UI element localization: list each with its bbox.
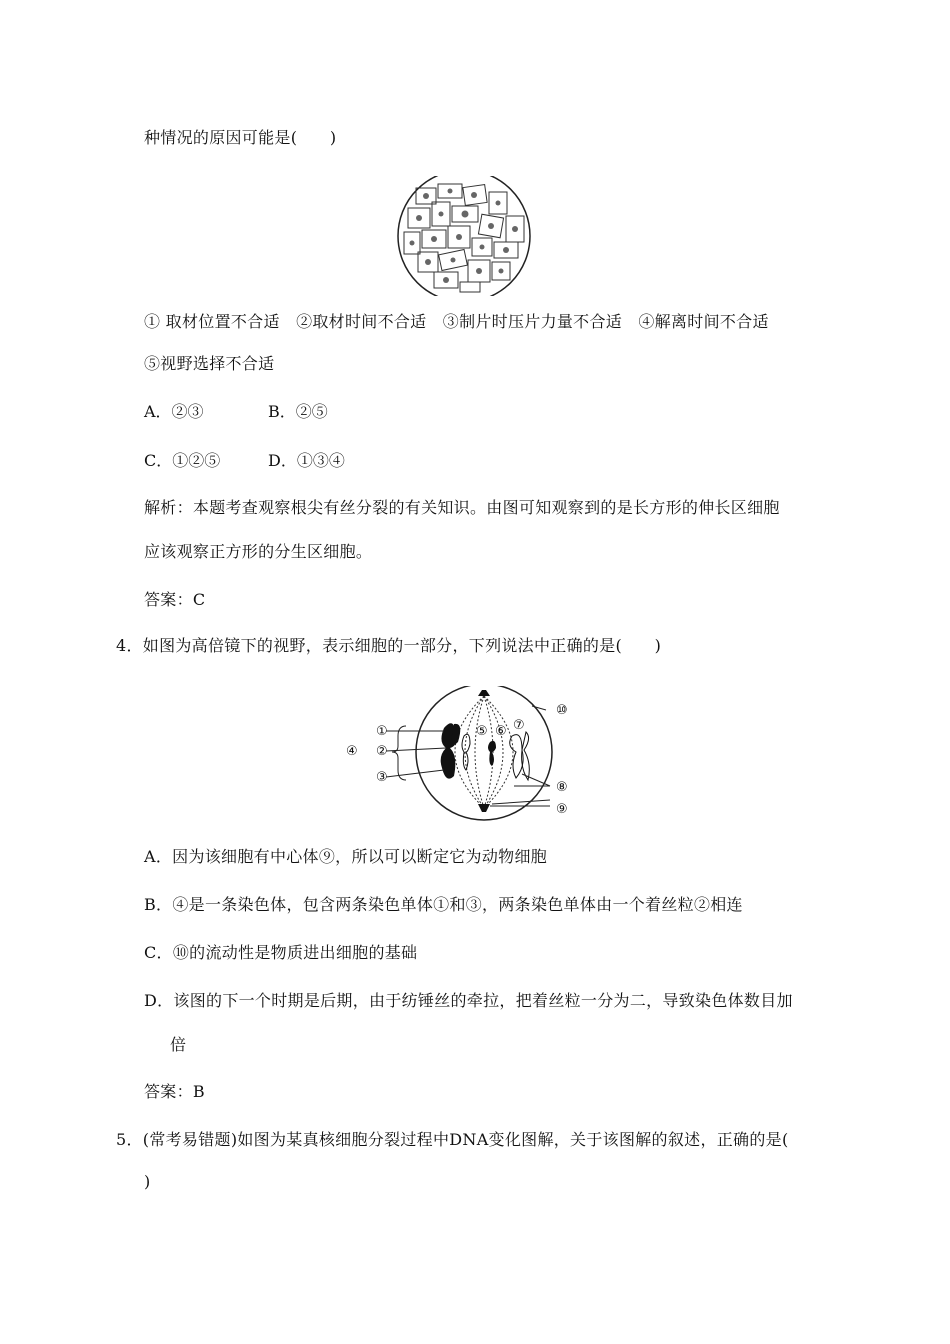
q4-option-d: D．该图的下一个时期是后期，由于纺锤丝的牵拉，把着丝粒一分为二，导致染色体数目加: [144, 991, 793, 1010]
q4-stem: 4．如图为高倍镜下的视野，表示细胞的一部分，下列说法中正确的是( ): [116, 636, 662, 655]
q3-analysis-line1: 解析：本题考查观察根尖有丝分裂的有关知识。由图可知观察到的是长方形的伸长区细胞: [144, 498, 780, 517]
q3-analysis-line2: 应该观察正方形的分生区细胞。: [144, 542, 373, 561]
q5-stem-line1: 5．(常考易错题)如图为某真核细胞分裂过程中DNA变化图解，关于该图解的叙述，正确的是(: [116, 1130, 789, 1149]
q4-answer: 答案：B: [144, 1082, 205, 1101]
q3-answer: 答案：C: [144, 590, 206, 609]
fig-label-9: ⑨: [556, 802, 568, 817]
fig-label-8: ⑧: [556, 780, 568, 795]
q3-option-b: B．②⑤: [268, 402, 328, 421]
fig-label-1: ①: [376, 724, 388, 739]
q3-items-line1: ① 取材位置不合适 ②取材时间不合适 ③制片时压片力量不合适 ④解离时间不合适: [144, 312, 769, 331]
fig-label-6: ⑥: [495, 724, 507, 739]
microscope-field-figure: [394, 176, 534, 296]
fig-label-3: ③: [376, 770, 388, 785]
fig-label-2: ②: [376, 744, 388, 759]
q3-option-d: D．①③④: [268, 451, 345, 470]
q4-option-b: B．④是一条染色体，包含两条染色单体①和③，两条染色单体由一个着丝粒②相连: [144, 895, 743, 914]
fig-label-4: ④: [346, 744, 358, 759]
q4-option-d-cont: 倍: [170, 1035, 187, 1054]
fig-label-5: ⑤: [476, 724, 488, 739]
q3-option-a: A．②③: [144, 402, 204, 421]
fig-label-7: ⑦: [513, 718, 525, 733]
q4-option-a: A．因为该细胞有中心体⑨，所以可以断定它为动物细胞: [144, 847, 548, 866]
q3-option-c: C．①②⑤: [144, 451, 221, 470]
q3-items-line2: ⑤视野选择不合适: [144, 354, 275, 373]
q4-option-c: C．⑩的流动性是物质进出细胞的基础: [144, 943, 418, 962]
q5-stem-line2: ): [144, 1172, 151, 1191]
q3-stem-tail: 种情况的原因可能是( ): [144, 128, 337, 147]
fig-label-10: ⑩: [556, 703, 568, 718]
